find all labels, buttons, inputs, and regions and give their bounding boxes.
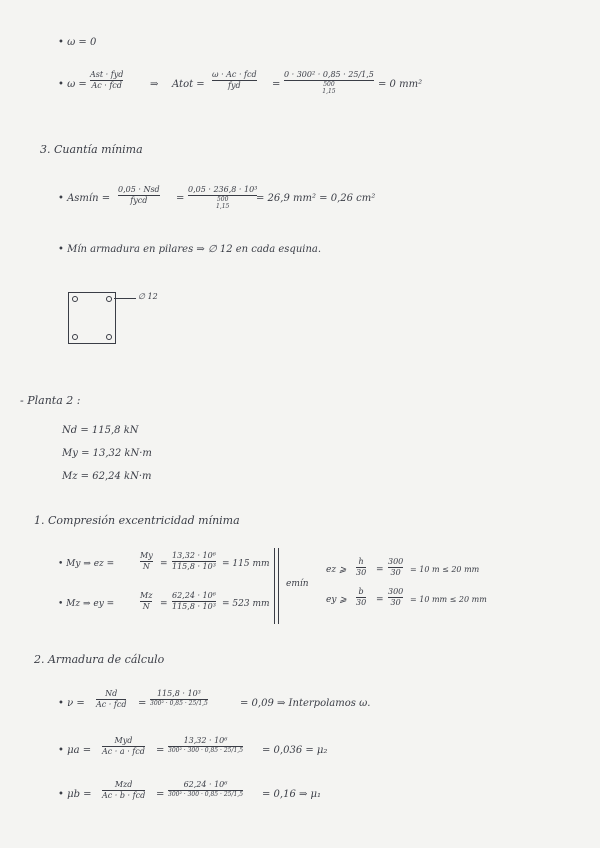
asmin-frac-1: 0,05 · Nsd fycd — [118, 185, 160, 206]
divider-line-2 — [278, 548, 279, 624]
rebar-top-left — [72, 296, 78, 302]
rebar-label: ∅ 12 — [138, 292, 158, 301]
planta-2-title: - Planta 2 : — [20, 394, 81, 407]
omega-zero-line: • ω = 0 — [58, 37, 97, 48]
omega-arrow: ⇒ — [150, 79, 159, 90]
my-ecc-result: = 115 mm — [222, 559, 270, 569]
rebar-leader-line — [114, 298, 136, 299]
rebar-bottom-left — [72, 334, 78, 340]
nu-result: = 0,09 ⇒ Interpolamos ω. — [240, 698, 371, 709]
min-reinforcement-note: • Mín armadura en pilares ⇒ ∅ 12 en cada esquina. — [58, 244, 322, 255]
my-ecc-frac-2: 13,32 · 10⁶ 115,8 · 10³ — [172, 551, 216, 572]
asmin-lhs: • Asmín = — [58, 193, 111, 204]
mub-result: = 0,16 ⇒ μ₁ — [262, 789, 322, 800]
mz-ecc-frac-2: 62,24 · 10⁶ 115,8 · 10³ — [172, 591, 216, 612]
section-3-title: 3. Cuantía mínima — [40, 143, 143, 156]
ez-result: = 10 m ≤ 20 mm — [410, 565, 480, 574]
mz-ecc-lhs: • Mz ⇒ ey = — [58, 599, 115, 609]
mua-result: = 0,036 = μ₂ — [262, 745, 328, 756]
ez-frac-2: 300 30 — [388, 557, 404, 578]
atot-frac-2: 0 · 300² · 0,85 · 25/1,5 500 1,15 — [284, 70, 374, 95]
rebar-top-right — [106, 296, 112, 302]
mub-lhs: • μb = — [58, 789, 92, 800]
my-ecc-frac-1: My N — [140, 551, 153, 572]
mz-ecc-frac-1: Mz N — [140, 591, 153, 612]
section-1-title: 1. Compresión excentricidad mínima — [34, 514, 240, 527]
ey-lhs: ey ⩾ — [326, 595, 347, 605]
divider-line-1 — [274, 548, 275, 624]
asmin-frac-2: 0,05 · 236,8 · 10³ 500 1,15 — [188, 185, 258, 210]
mub-frac-2: 62,24 · 10⁶ 300² · 300 · 0,85 · 25/1,5 — [168, 780, 244, 799]
atot-eq: = — [272, 79, 281, 90]
ez-frac-1: h 30 — [356, 557, 367, 578]
asmin-eq: = — [176, 193, 185, 204]
atot-lhs: Atot = — [172, 79, 205, 90]
section-2-title: 2. Armadura de cálculo — [34, 653, 165, 666]
mua-lhs: • μa = — [58, 745, 92, 756]
handwritten-page: • ω = 0 • ω = Ast · fyd Ac · fcd ⇒ Atot = ω · Ac · fcd fyd = 0 · 300² · 0,85 · 25/1,5 500 1,15 = 0 mm² 3. Cuantía mínima • Asmín = 0,05 · Nsd fycd = 0,05 · 236,8 · 10³ 500 1,15 = 26,9 mm² = 0,26 cm² • Mín armadura en pilares ⇒ ∅ 12 en cada esquina. ∅ 12 - Planta 2 : Nd = 115,8 kN My = 13,32 kN·m Mz = 62,24 kN·m 1. Compresión excentricidad mínima • My ⇒ ez = My N = 13,32 · 10⁶ 115,8 · 10³ = 115 mm • Mz ⇒ ey = Mz N = 62,24 · 10⁶ 115,8 · 10³ = 523 mm emín ez ⩾ h 30 = 300 30 = 10 m ≤ 20 mm ey ⩾ b 30 = 300 30 = 10 mm ≤ 20 mm 2. Armadura de cálculo • ν = Nd Ac · fcd = 115,8 · 10³ 300² · 0,85 · 25/1,5 = 0,09 ⇒ Interpolamos ω. • μa = Myd Ac · a · fcd = 13,32 · 10⁶ 300² · 300 · 0,85 · 25/1,5 = 0,036 = μ₂ • μb = Mzd Ac · b · fcd = 62,24 · 10⁶ 300² · 300 · 0,85 · 25/1,5 = 0,16 ⇒ μ₁ — [20, 37, 487, 801]
mub-frac-1: Mzd Ac · b · fcd — [102, 780, 146, 801]
ez-lhs: ez ⩾ — [326, 565, 347, 575]
my-value: My = 13,32 kN·m — [62, 448, 152, 459]
nu-frac-2: 115,8 · 10³ 300² · 0,85 · 25/1,5 — [150, 689, 208, 708]
atot-frac-1: ω · Ac · fcd fyd — [212, 70, 257, 91]
mz-ecc-result: = 523 mm — [222, 599, 270, 609]
mua-frac-2: 13,32 · 10⁶ 300² · 300 · 0,85 · 25/1,5 — [168, 736, 244, 755]
nu-lhs: • ν = — [58, 698, 85, 709]
asmin-result: = 26,9 mm² = 0,26 cm² — [256, 193, 376, 204]
ey-frac-1: b 30 — [356, 587, 367, 608]
ey-result: = 10 mm ≤ 20 mm — [410, 595, 487, 604]
rebar-bottom-right — [106, 334, 112, 340]
nd-value: Nd = 115,8 kN — [62, 425, 139, 436]
mz-value: Mz = 62,24 kN·m — [62, 471, 152, 482]
ey-frac-2: 300 30 — [388, 587, 404, 608]
omega-frac-1: Ast · fyd Ac · fcd — [90, 70, 124, 91]
atot-result: = 0 mm² — [378, 79, 423, 90]
my-ecc-lhs: • My ⇒ ez = — [58, 559, 115, 569]
omega-formula-lhs: • ω = — [58, 79, 87, 90]
emin-label: emín — [286, 579, 309, 589]
nu-frac-1: Nd Ac · fcd — [96, 689, 127, 710]
mua-frac-1: Myd Ac · a · fcd — [102, 736, 145, 757]
